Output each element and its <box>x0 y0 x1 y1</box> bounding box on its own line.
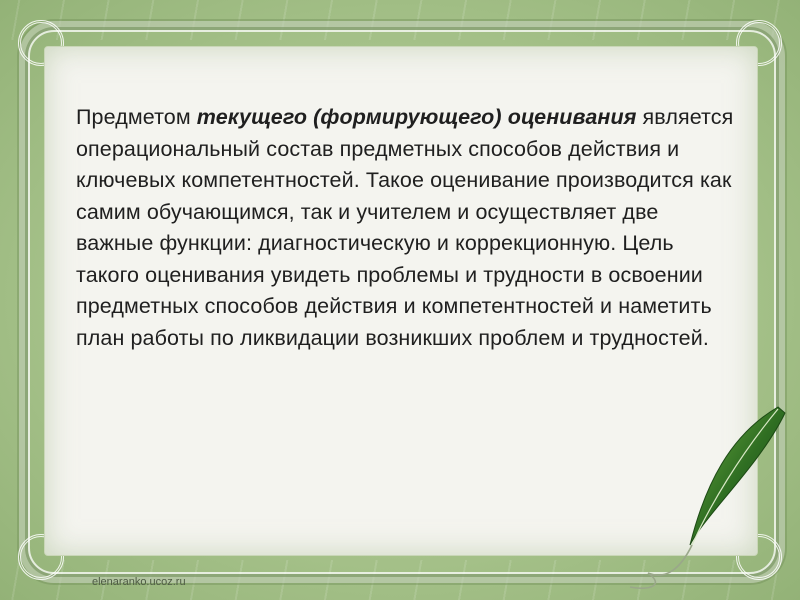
text-rest: является операциональный состав предметных способов действия и ключевых компетентностей. Такое оценивание производится как самим обучающимся, так и учителем и осуществляет две важные функции: диагностическую и коррекционную. Цель такого оценивания увидеть проблемы и трудности в освоении предметных способов действия и компетентностей и наметить план работы по ликвидации возникших проблем и трудностей. <box>76 105 734 350</box>
quill-feather-icon <box>610 395 800 595</box>
text-emphasis-term: текущего (формирующего) оценивания <box>196 105 637 129</box>
slide-body-text <box>76 102 736 354</box>
text-lead: Предметом <box>76 105 197 129</box>
site-credit: elenaranko.ucoz.ru <box>92 576 186 588</box>
